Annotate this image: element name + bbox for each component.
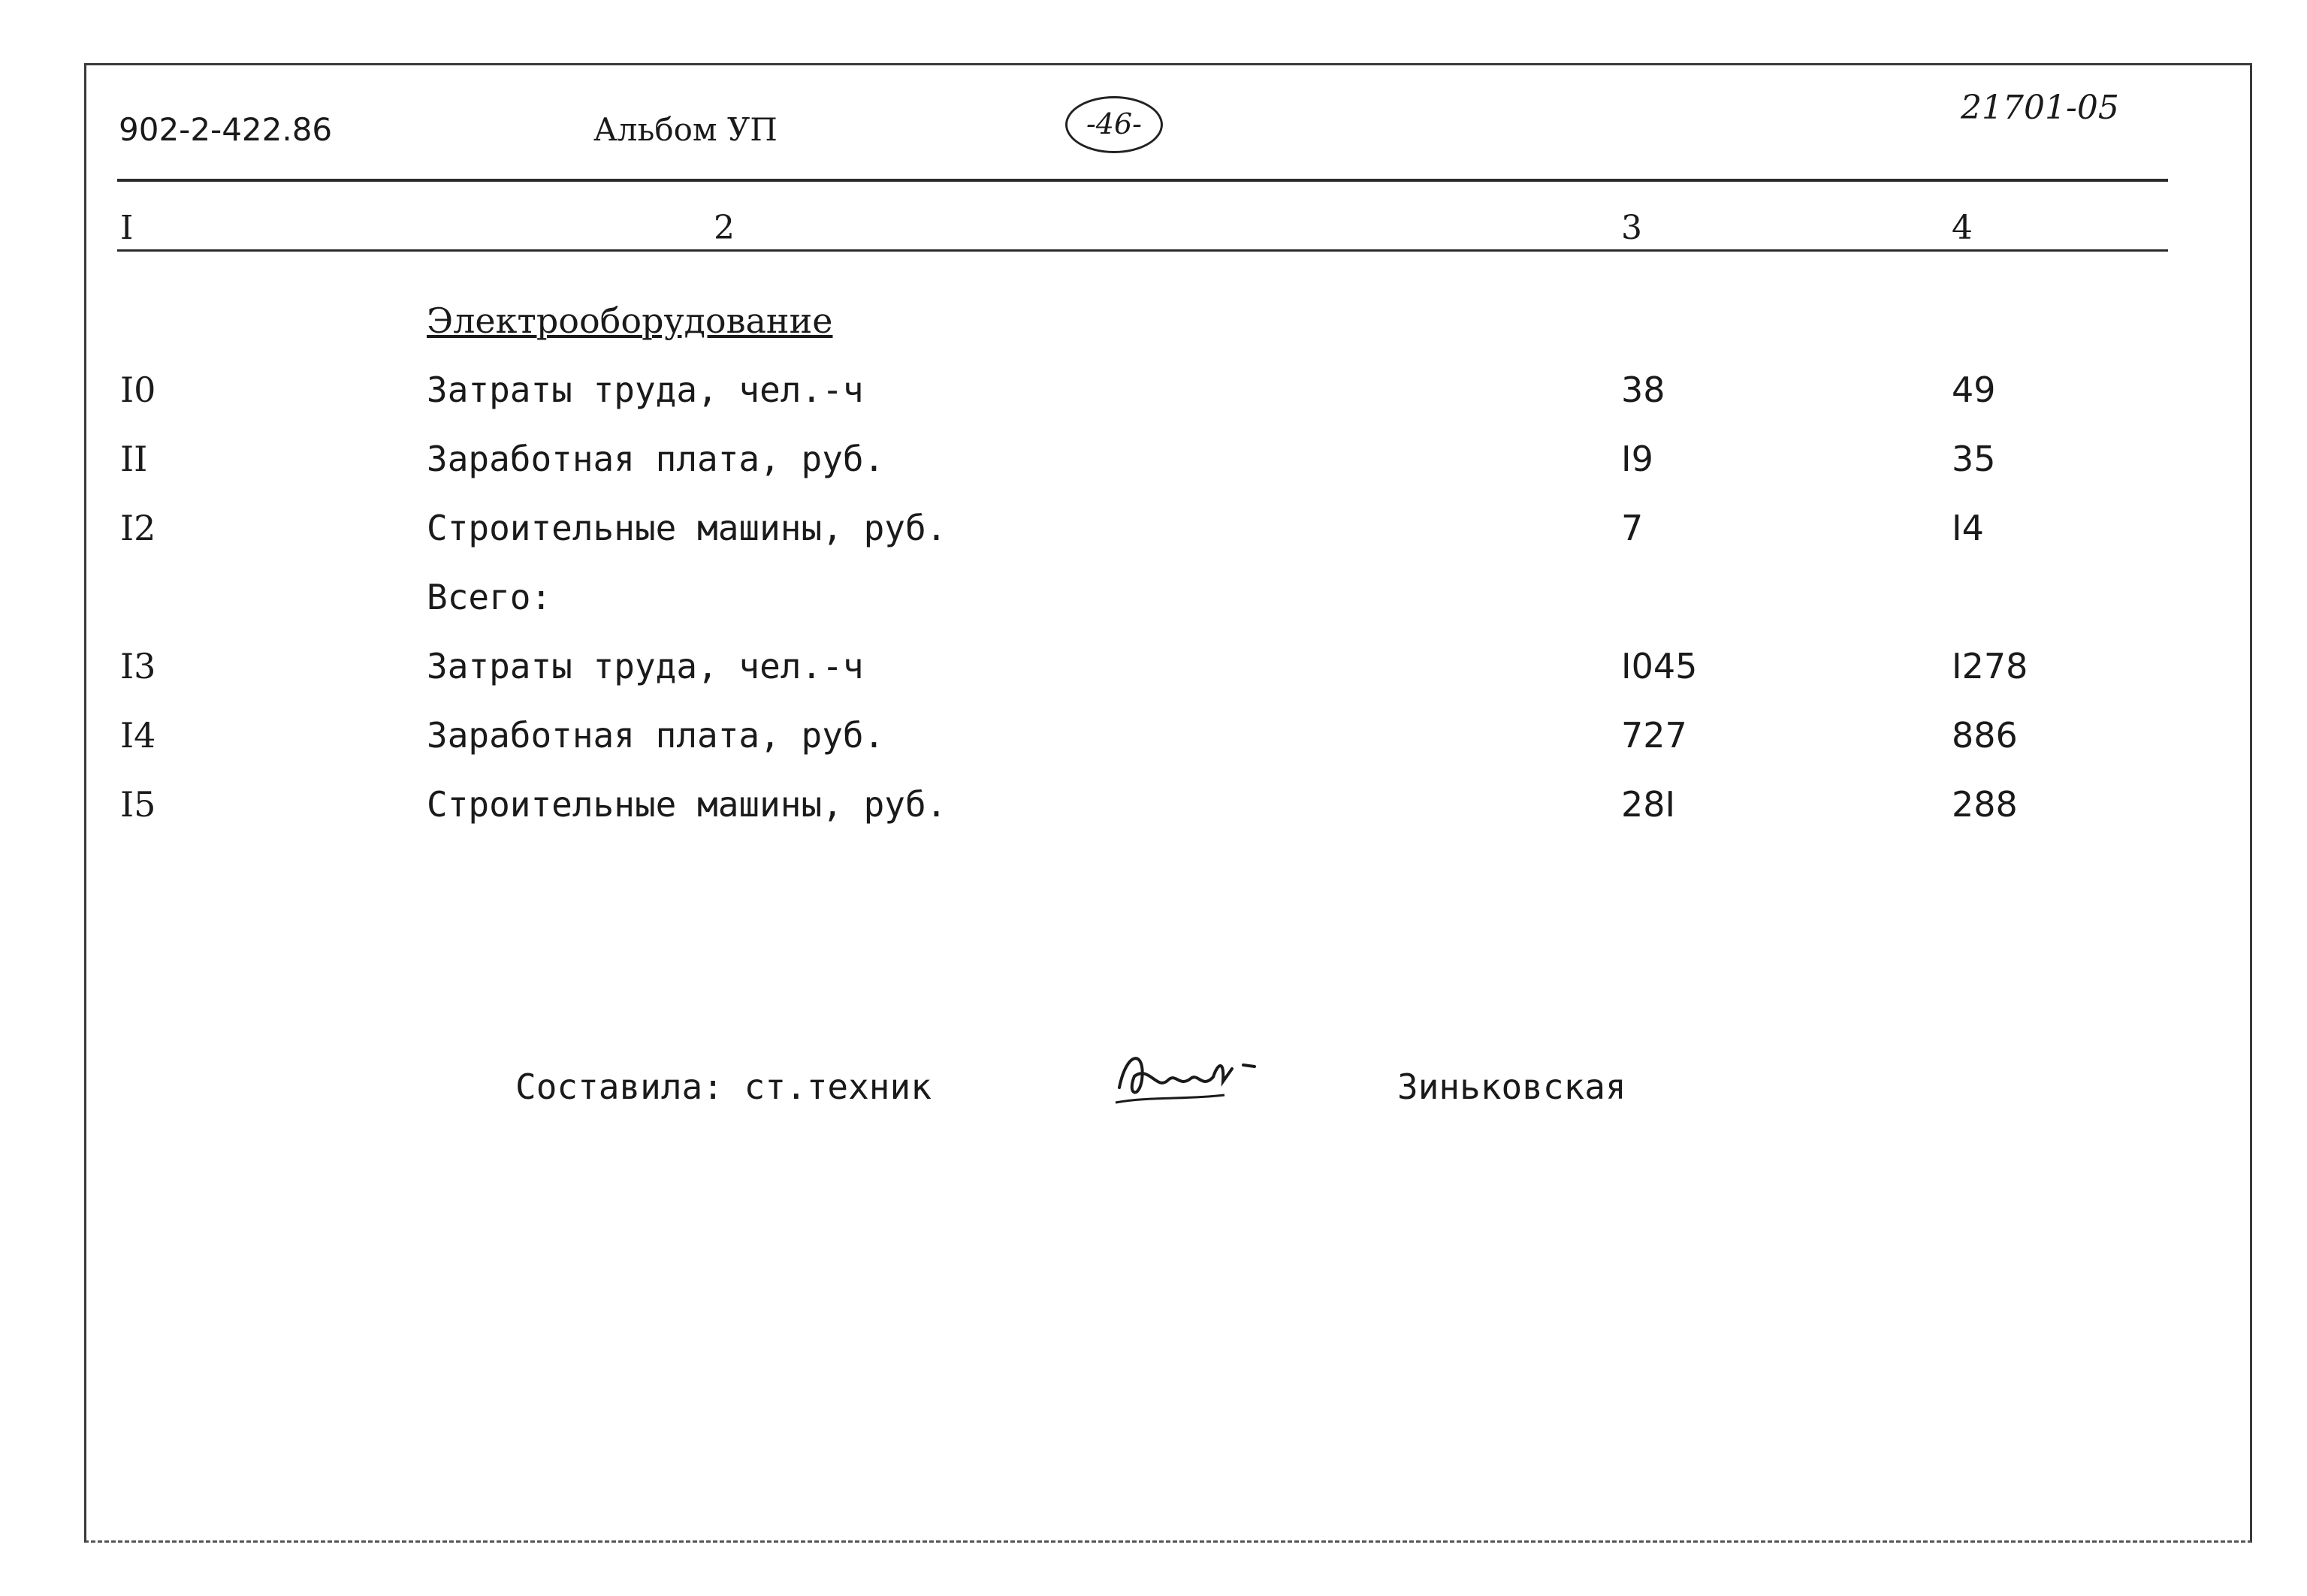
row-label: Заработная плата, руб. <box>427 715 885 756</box>
column-header-rule <box>117 249 2168 252</box>
row-label: Строительные машины, руб. <box>427 508 947 548</box>
row-value-4: I4 <box>1952 508 1984 548</box>
row-label: Затраты труда, чел.-ч <box>427 370 864 410</box>
row-value-4: 35 <box>1952 439 1996 479</box>
section-title: Электрооборудование <box>427 300 833 341</box>
row-value-4: 886 <box>1952 715 2018 756</box>
table-row <box>0 370 2307 415</box>
compiled-by-label: Составила: ст.техник <box>515 1067 932 1107</box>
row-number: I0 <box>120 370 156 410</box>
handwritten-code: 21701-05 <box>1961 89 2119 127</box>
column-number-3: 3 <box>1621 209 1642 247</box>
row-label: Затраты труда, чел.-ч <box>427 646 864 686</box>
row-number: I4 <box>120 715 156 756</box>
row-value-3: I045 <box>1621 646 1698 686</box>
row-value-3: 38 <box>1621 370 1665 410</box>
column-number-1: I <box>120 209 134 247</box>
row-label: Заработная плата, руб. <box>427 439 885 479</box>
row-value-4: I278 <box>1952 646 2028 686</box>
row-value-3: I9 <box>1621 439 1653 479</box>
row-value-4: 288 <box>1952 784 2018 825</box>
header-rule <box>117 179 2168 182</box>
table-row <box>0 715 2307 760</box>
column-number-4: 4 <box>1952 209 1973 247</box>
row-number: I2 <box>120 508 156 548</box>
table-row <box>0 784 2307 829</box>
table-row <box>0 439 2307 484</box>
row-label: Всего: <box>427 577 552 617</box>
table-row <box>0 508 2307 553</box>
row-number: I5 <box>120 784 156 825</box>
row-number: II <box>120 439 148 479</box>
row-value-3: 28I <box>1621 784 1676 825</box>
table-row <box>0 646 2307 691</box>
compiler-name: Зиньковская <box>1397 1067 1626 1107</box>
table-row-total-heading <box>0 577 2307 622</box>
column-number-2: 2 <box>714 209 735 247</box>
row-label: Строительные машины, руб. <box>427 784 947 825</box>
row-value-4: 49 <box>1952 370 1996 410</box>
document-number: 902-2-422.86 <box>119 111 333 148</box>
signature-icon <box>1104 1035 1285 1118</box>
row-value-3: 727 <box>1621 715 1687 756</box>
album-title: Альбом УП <box>593 111 778 148</box>
row-number: I3 <box>120 646 156 686</box>
row-value-3: 7 <box>1621 508 1644 548</box>
page-number-stamp: -46- <box>1065 96 1163 153</box>
